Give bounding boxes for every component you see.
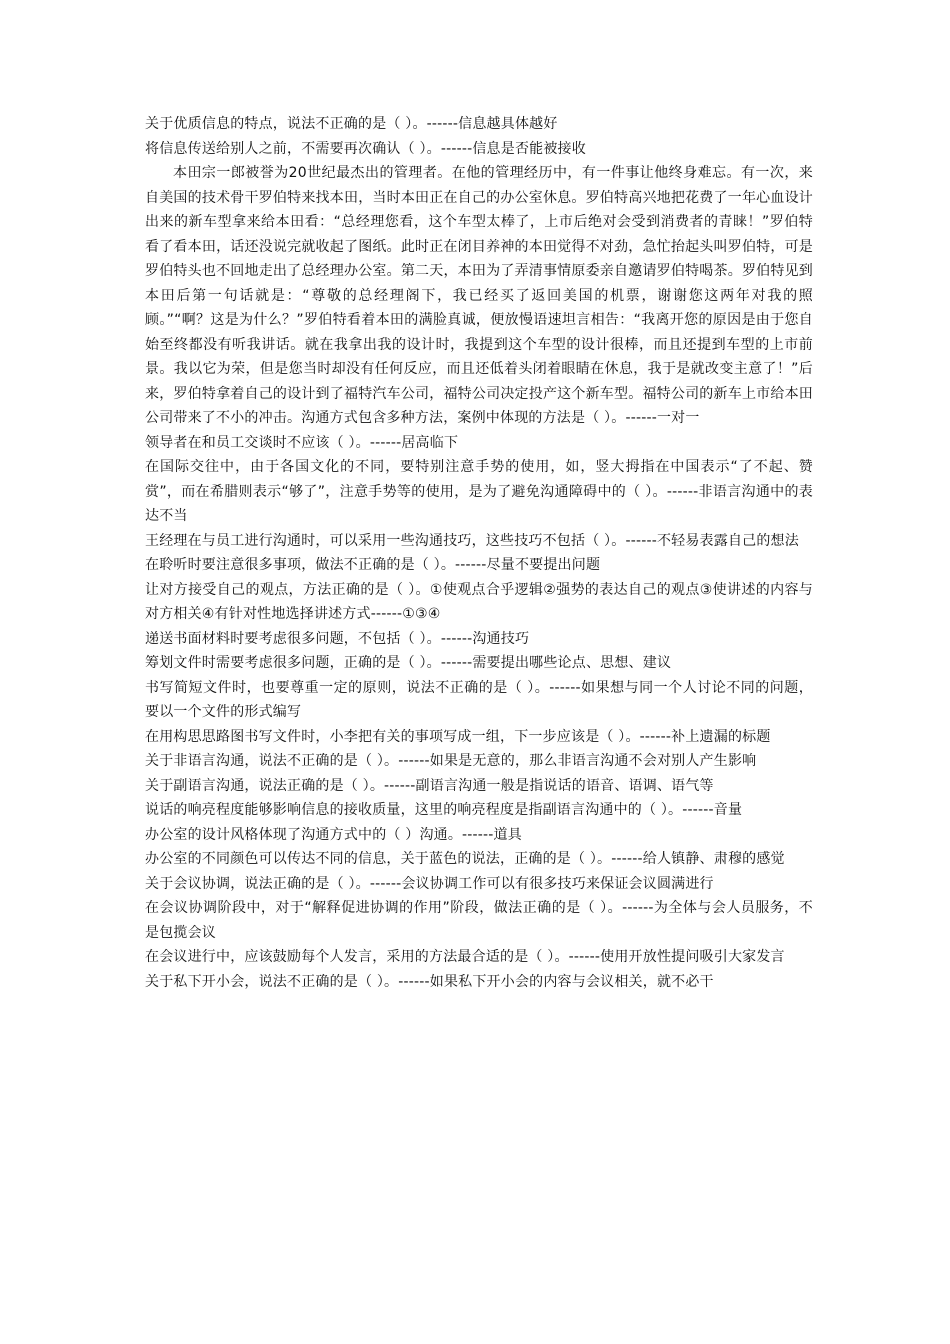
qa-line-17: 关于会议协调，说法正确的是（ ）。------会议协调工作可以有很多技巧来保证会议圆满进行	[145, 875, 714, 892]
qa-line-6: 在聆听时要注意很多事项，做法不正确的是（ ）。------尽量不要提出问题	[145, 557, 601, 573]
qa-line-9: 筹划文件时需要考虑很多问题，正确的是（ ）。------需要提出哪些论点、思想、建议	[145, 655, 672, 671]
qa-line-16: 办公室的不同颜色可以传达不同的信息，关于蓝色的说法，正确的是（ ）。------给人镇静、肃穆的感觉	[145, 851, 785, 867]
qa-line-8: 递送书面材料时要考虑很多问题，不包括（ ）。------沟通技巧	[145, 630, 530, 647]
qa-line-5: 王经理在与员工进行沟通时，可以采用一些沟通技巧，这些技巧不包括（ ）。------不轻易表露自己的想法	[145, 532, 799, 549]
qa-line-18: 在会议协调阶段中，对于“解释促进协调的作用”阶段，做法正确的是（ ）。------为全体与会人员服务，不是包揽会议	[145, 900, 813, 941]
document-body	[145, 112, 813, 994]
qa-line-11: 在用构思思路图书写文件时，小李把有关的事项写成一组，下一步应该是（ ）。------补上遗漏的标题	[145, 728, 771, 745]
qa-line-4: 在国际交往中，由于各国文化的不同，要特别注意手势的使用，如，竖大拇指在中国表示“了不起、赞赏”，而在希腊则表示“够了”，注意手势等的使用，是为了避免沟通障碍中的（ ）。------非语言沟通中的表达不当	[145, 459, 813, 524]
qa-line-2: 将信息传送给别人之前，不需要再次确认（ ）。------信息是否能被接收	[145, 140, 586, 157]
qa-line-19: 在会议进行中，应该鼓励每个人发言，采用的方法最合适的是（ ）。------使用开放性提问吸引大家发言	[145, 949, 785, 965]
qa-line-14: 说话的响亮程度能够影响信息的接收质量，这里的响亮程度是指副语言沟通中的（ ）。------音量	[145, 802, 743, 818]
qa-line-7: 让对方接受自己的观点，方法正确的是（ ）。①使观点合乎逻辑②强势的表达自己的观点③使讲述的内容与对方相关④有针对性地选择讲述方式------①③④	[145, 581, 813, 622]
qa-line-20: 关于私下开小会，说法不正确的是（ ）。------如果私下开小会的内容与会议相关，就不必干	[145, 973, 714, 990]
qa-line-3: 领导者在和员工交谈时不应该（ ）。------居高临下	[145, 434, 459, 451]
qa-line-15: 办公室的设计风格体现了沟通方式中的（ ）沟通。------道具	[145, 826, 522, 843]
qa-line-13: 关于副语言沟通，说法正确的是（ ）。------副语言沟通一般是指说话的语音、语调、语气等	[145, 777, 714, 794]
qa-line-12: 关于非语言沟通，说法不正确的是（ ）。------如果是无意的，那么非语言沟通不会对别人产生影响	[145, 753, 757, 769]
qa-line-1: 关于优质信息的特点，说法不正确的是（ ）。------信息越具体越好	[145, 116, 558, 132]
case-study-paragraph: 本田宗一郎被誉为20世纪最杰出的管理者。在他的管理经历中，有一件事让他终身难忘。有一次，来自美国的技术骨干罗伯特来找本田，当时本田正在自己的办公室休息。罗伯特高兴地把花费了一年心血设计出来的新车型拿来给本田看：“总经理您看，这个车型太棒了，上市后绝对会受到消费者的青睐！”罗伯特看了看本田，话还没说完就收起了图纸。此时正在闭目养神的本田觉得不对劲，急忙抬起头叫罗伯特，可是罗伯特头也不回地走出了总经理办公室。第二天，本田为了弄清事情原委亲自邀请罗伯特喝茶。罗伯特见到本田后第一句话就是：“尊敬的总经理阁下，我已经买了返回美国的机票，谢谢您这两年对我的照顾。”“啊？这是为什么？”罗伯特看着本田的满脸真诚，便放慢语速坦言相告：“我离开您的原因是由于您自始至终都没有听我讲话。就在我拿出我的设计时，我提到这个车型的设计很棒，而且还提到车型的上市前景。我以它为荣，但是您当时却没有任何反应，而且还低着头闭着眼睛在休息，我于是就改变主意了！”后来，罗伯特拿着自己的设计到了福特汽车公司，福特公司决定投产这个新车型。福特公司的新车上市给本田公司带来了不小的冲击。沟通方式包含多种方法，案例中体现的方法是（ ）。------一对一	[145, 165, 813, 426]
qa-line-10: 书写简短文件时，也要尊重一定的原则，说法不正确的是（ ）。------如果想与同一个人讨论不同的问题，要以一个文件的形式编写	[145, 679, 813, 720]
